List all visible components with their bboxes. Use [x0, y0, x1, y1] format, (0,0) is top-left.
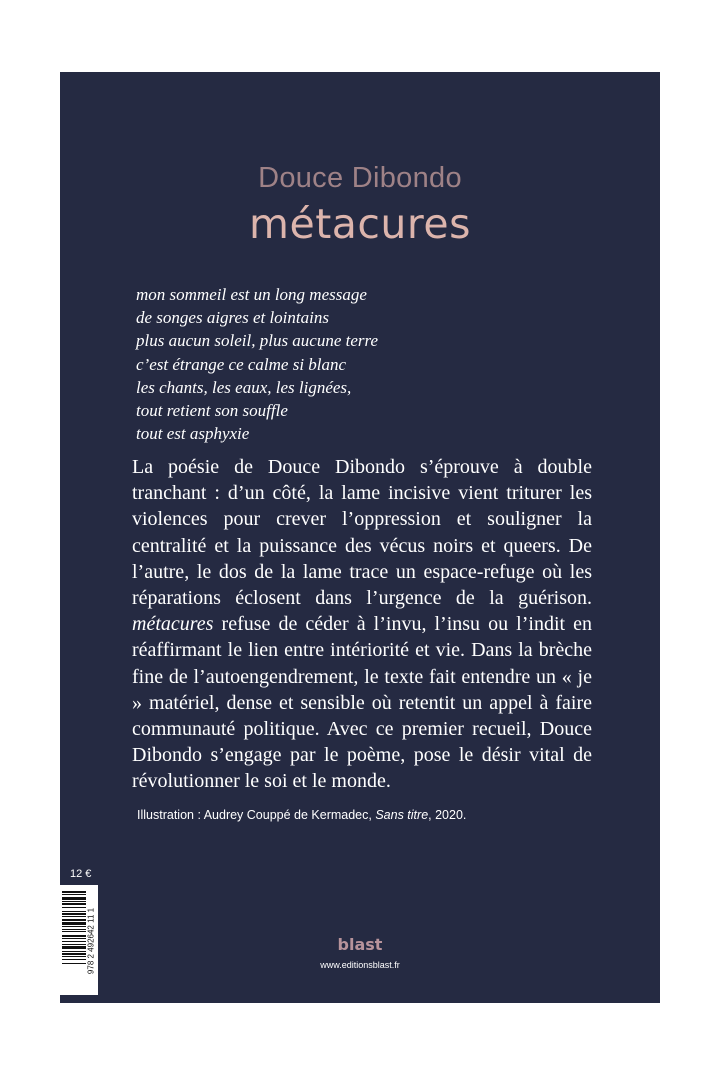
author-name: Douce Dibondo [258, 162, 462, 194]
book-back-cover [60, 72, 660, 1003]
credit-suffix: , 2020. [428, 808, 467, 822]
poem-line: tout retient son souffle [136, 401, 288, 421]
credit-prefix: Illustration : Audrey Couppé de Kermadec, [137, 808, 376, 822]
isbn-number: 978 2 492642 11 1 [86, 907, 96, 975]
publisher-website: www.editionsblast.fr [320, 960, 400, 970]
poem-line: de songes aigres et lointains [136, 308, 329, 328]
poem-excerpt [136, 283, 378, 445]
book-title: métacures [249, 200, 471, 248]
poem-line: plus aucun soleil, plus aucune terre [136, 331, 379, 351]
credit-work-title: Sans titre [375, 808, 429, 822]
blurb-text [132, 454, 592, 795]
poem-line: tout est asphyxie [136, 424, 250, 444]
publisher-logo: blast [337, 935, 383, 954]
blurb-part-2: refuse de céder à l’invu, l’insu ou l’indit en réaffirmant le lien entre intériorité et vie. Dans la brèche fine de l’autoengendrement, le texte fait entendre un « je » matériel, dense et sensible où retentit un appel à faire communauté politique. Avec ce premier recueil, Douce Dibondo s’engage par le poème, pose le désir vital de révolutionner le soi et le monde. [132, 613, 592, 793]
blurb-part-1: La poésie de Douce Dibondo s’éprouve à double tranchant : d’un côté, la lame incisive vient triturer les violences pour crever l’oppression et souligner la centralité et la puissance des vécus noirs et queers. De l’autre, le dos de la lame trace un espace-refuge où les réparations éclosent dans l’urgence de la guérison. [132, 456, 592, 610]
illustration-credit [137, 808, 466, 822]
poem-line: mon sommeil est un long message [136, 285, 367, 304]
poem-line: les chants, les eaux, les lignées, [136, 377, 352, 397]
blurb-title-italic: métacures [132, 613, 214, 636]
price-label: 12 € [70, 868, 92, 880]
poem-line: c’est étrange ce calme si blanc [136, 354, 347, 374]
